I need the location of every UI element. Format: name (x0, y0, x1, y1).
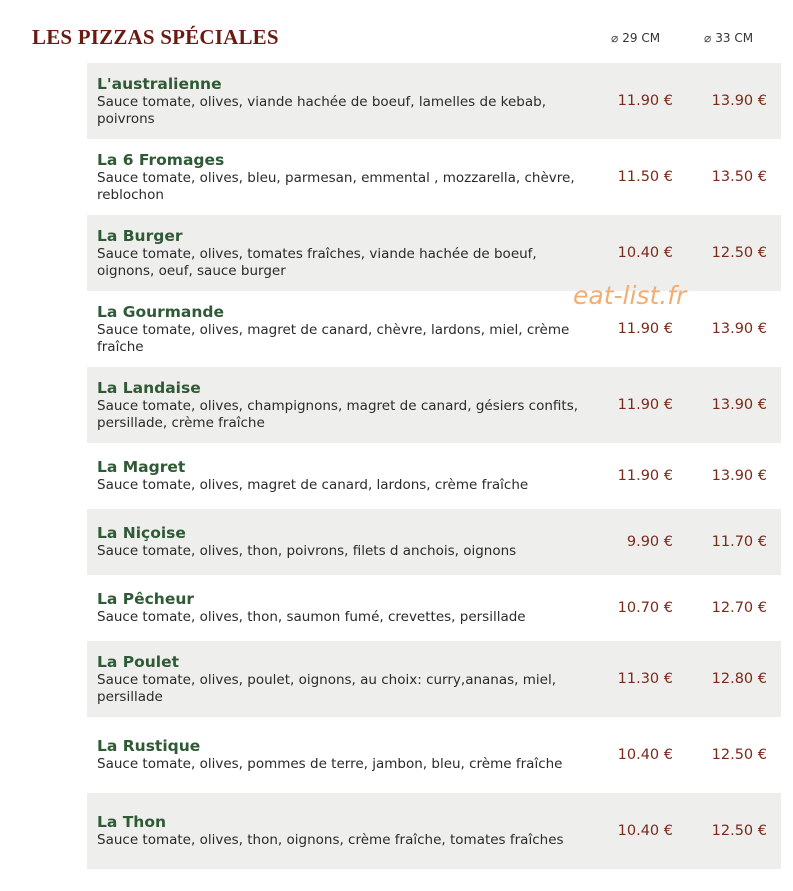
price-33cm: 12.50 € (711, 823, 767, 839)
menu-header (0, 0, 793, 62)
pizza-description: Sauce tomate, olives, poulet, oignons, au choix: curry,ananas, miel, persillade (97, 671, 556, 705)
pizza-info (97, 813, 587, 849)
pizza-name: La Niçoise (97, 524, 186, 542)
pizza-description: Sauce tomate, olives, viande hachée de boeuf, lamelles de kebab, poivrons (97, 93, 547, 127)
price-33cm: 13.90 € (711, 468, 767, 484)
pizza-list (87, 63, 781, 869)
price-33cm: 12.50 € (711, 245, 767, 261)
pizza-row (87, 793, 781, 869)
pizza-info (97, 737, 587, 773)
pizza-description: Sauce tomate, olives, bleu, parmesan, emmental , mozzarella, chèvre, reblochon (97, 169, 575, 203)
price-29cm: 10.40 € (617, 823, 673, 839)
pizza-description: Sauce tomate, olives, thon, poivrons, filets d anchois, oignons (97, 543, 517, 559)
pizza-info (97, 227, 587, 280)
price-29cm: 11.50 € (617, 169, 673, 185)
price-33cm: 12.80 € (711, 671, 767, 687)
price-33cm: 13.50 € (711, 169, 767, 185)
pizza-info (97, 653, 587, 706)
pizza-info (97, 379, 587, 432)
pizza-row (87, 717, 781, 793)
pizza-info (97, 75, 587, 128)
pizza-info (97, 524, 587, 560)
price-33cm: 12.70 € (711, 600, 767, 616)
pizza-info (97, 590, 587, 626)
price-29cm: 11.90 € (617, 93, 673, 109)
size-label: 33 CM (715, 31, 754, 45)
price-29cm: 9.90 € (626, 534, 673, 550)
pizza-row (87, 509, 781, 575)
price-29cm: 11.90 € (617, 468, 673, 484)
pizza-row (87, 139, 781, 215)
section-title: LES PIZZAS SPÉCIALES (32, 25, 279, 49)
price-33cm: 13.90 € (711, 321, 767, 337)
pizza-description: Sauce tomate, olives, magret de canard, lardons, crème fraîche (97, 477, 529, 493)
pizza-info (97, 458, 587, 494)
pizza-row (87, 575, 781, 641)
pizza-description: Sauce tomate, olives, pommes de terre, jambon, bleu, crème fraîche (97, 756, 563, 772)
pizza-info (97, 151, 587, 204)
price-29cm: 10.70 € (617, 600, 673, 616)
pizza-name: La Poulet (97, 652, 180, 671)
pizza-name: L'australienne (97, 74, 222, 93)
pizza-name: La Magret (97, 458, 186, 476)
size-header-33cm (704, 31, 753, 45)
pizza-row (87, 641, 781, 717)
price-33cm: 12.50 € (711, 747, 767, 763)
pizza-name: La Thon (97, 813, 167, 831)
watermark-text: eat-list.fr (573, 281, 687, 310)
price-29cm: 11.30 € (617, 671, 673, 687)
diameter-icon: ⌀ (611, 31, 619, 45)
pizza-name: La Pêcheur (97, 590, 195, 608)
price-33cm: 13.90 € (711, 397, 767, 413)
pizza-name: La Rustique (97, 737, 201, 755)
pizza-description: Sauce tomate, olives, thon, saumon fumé, crevettes, persillade (97, 609, 526, 625)
diameter-icon: ⌀ (704, 31, 712, 45)
pizza-row (87, 443, 781, 509)
pizza-name: La Gourmande (97, 302, 225, 321)
pizza-row (87, 367, 781, 443)
size-label: 29 CM (622, 31, 661, 45)
pizza-name: La Burger (97, 226, 183, 245)
pizza-description: Sauce tomate, olives, tomates fraîches, viande hachée de boeuf, oignons, oeuf, sauce burger (97, 245, 537, 279)
pizza-row (87, 63, 781, 139)
price-29cm: 10.40 € (617, 747, 673, 763)
size-header-29cm (611, 31, 660, 45)
price-33cm: 11.70 € (711, 534, 767, 550)
pizza-name: La Landaise (97, 378, 201, 397)
price-29cm: 11.90 € (617, 321, 673, 337)
pizza-name: La 6 Fromages (97, 150, 225, 169)
price-29cm: 10.40 € (617, 245, 673, 261)
pizza-description: Sauce tomate, olives, thon, oignons, crème fraîche, tomates fraîches (97, 832, 564, 848)
price-33cm: 13.90 € (711, 93, 767, 109)
pizza-row (87, 215, 781, 291)
pizza-info (97, 303, 587, 356)
pizza-description: Sauce tomate, olives, champignons, magret de canard, gésiers confits, persillade, crème fraîche (97, 397, 579, 431)
price-29cm: 11.90 € (617, 397, 673, 413)
pizza-description: Sauce tomate, olives, magret de canard, chèvre, lardons, miel, crème fraîche (97, 321, 570, 355)
